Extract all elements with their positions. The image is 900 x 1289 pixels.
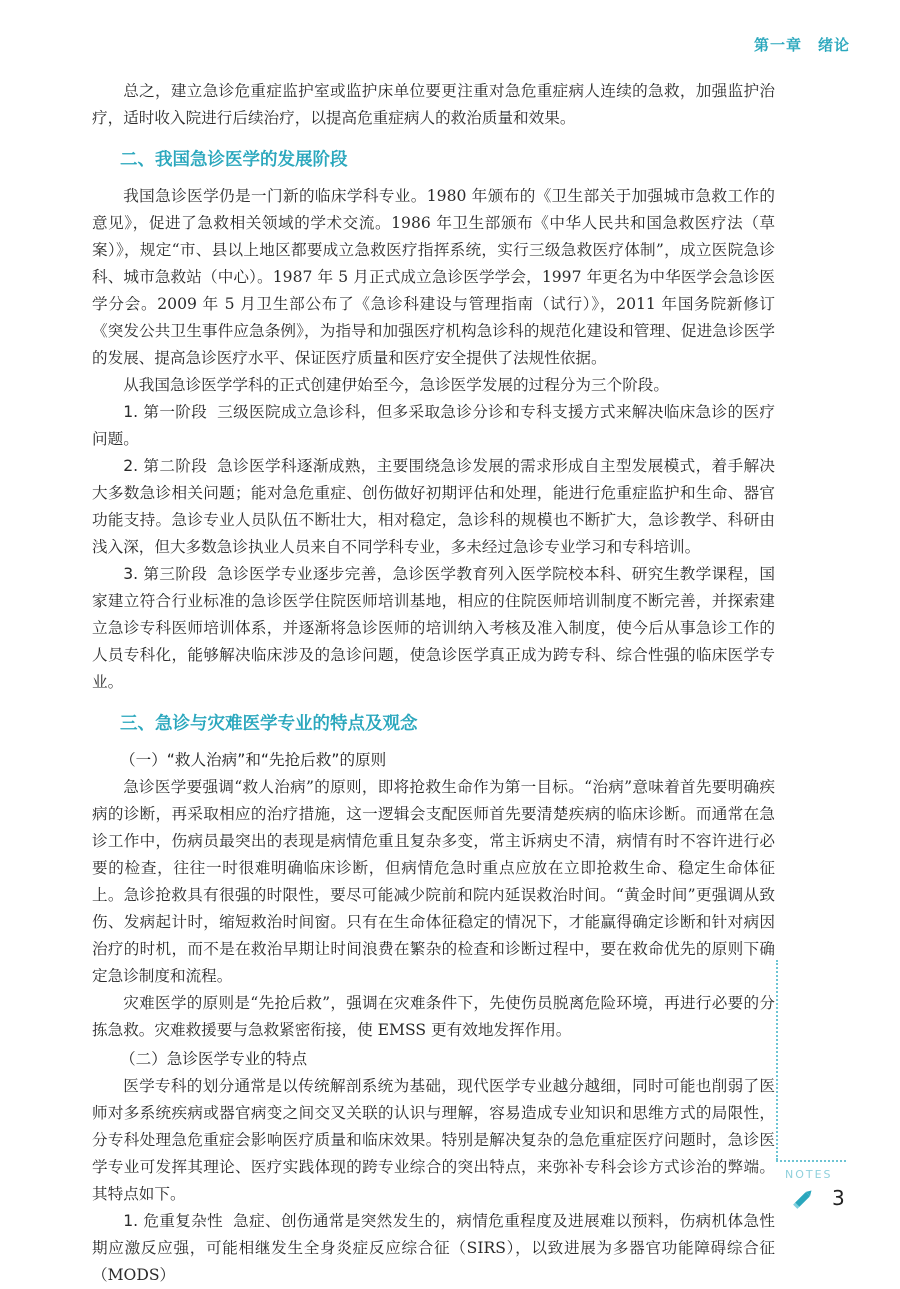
notes-divider-horizontal bbox=[776, 1160, 846, 1162]
stage-2-text: 急诊医学科逐渐成熟，主要围绕急诊发展的需求形成自主型发展模式，着手解决大多数急诊相关问题；能对急危重症、创伤做好初期评估和处理，能进行危重症监护和生命、器官功能支持。急诊专业人员队伍不断壮大，相对稳定，急诊科的规模也不断扩大，急诊教学、科研由浅入深，但大多数急诊执业人员来自不同学科专业，多未经过急诊专业学习和专科培训。 bbox=[92, 457, 775, 556]
paragraph-summary: 总之，建立急诊危重症监护室或监护床单位要更注重对急危重症病人连续的急救，加强监护治疗，适时收入院进行后续治疗，以提高危重症病人的救治质量和效果。 bbox=[92, 82, 775, 127]
paragraph-stage-3 bbox=[92, 561, 775, 696]
paragraph-features: 医学专科的划分通常是以传统解剖系统为基础，现代医学专业越分越细，同时可能也削弱了医师对多系统疾病或器官病变之间交叉关联的认识与理解，容易造成专业知识和思维方式的局限性，分专科处理急危重症会影响医疗质量和临床效果。特别是解决复杂的急危重症医疗问题时，急诊医学专业可发挥其理论、医疗实践体现的跨专业综合的突出特点，来弥补专科会诊方式诊治的弊端。其特点如下。 bbox=[92, 1077, 775, 1203]
heading-specialty-features: 三、急诊与灾难医学专业的特点及观念 bbox=[120, 714, 418, 734]
paragraph-stages-intro: 从我国急诊医学学科的正式创建伊始至今，急诊医学发展的过程分为三个阶段。 bbox=[123, 376, 669, 394]
page-number: 3 bbox=[832, 1186, 845, 1210]
subheading-features: （二）急诊医学专业的特点 bbox=[120, 1050, 308, 1068]
notes-label: NOTES bbox=[785, 1168, 833, 1181]
heading-development-stages: 二、我国急诊医学的发展阶段 bbox=[120, 150, 348, 170]
paragraph-history: 我国急诊医学仍是一门新的临床学科专业。1980 年颁布的《卫生部关于加强城市急救工作的意见》，促进了急救相关领域的学术交流。1986 年卫生部颁布《中华人民共和国急救医疗法（草案）》，规定“市、县以上地区都要成立急救医疗指挥系统，实行三级急救医疗体制”，成立医院急诊科、城市急救站（中心）。1987 年 5 月正式成立急诊医学学会，1997 年更名为中华医学会急诊医学分会。2009 年 5 月卫生部公布了《急诊科建设与管理指南（试行）》，2011 年国务院新修订《突发公共卫生事件应急条例》，为指导和加强医疗机构急诊科的规范化建设和管理、促进急诊医学的发展、提高急诊医疗水平、保证医疗质量和医疗安全提供了法规性依据。 bbox=[92, 187, 775, 367]
notes-divider-vertical bbox=[776, 960, 778, 1160]
paragraph-principle: 急诊医学要强调“救人治病”的原则，即将抢救生命作为第一目标。“治病”意味着首先要明确疾病的诊断，再采取相应的治疗措施，这一逻辑会支配医师首先要清楚疾病的临床诊断。而通常在急诊工作中，伤病员最突出的表现是病情危重且复杂多变，常主诉病史不清，病情有时不容许进行必要的检查，往往一时很难明确临床诊断，但病情危急时重点应放在立即抢救生命、稳定生命体征上。急诊抢救具有很强的时限性，要尽可能减少院前和院内延误救治时间。“黄金时间”更强调从致伤、发病起计时，缩短救治时间窗。只有在生命体征稳定的情况下，才能赢得确定诊断和针对病因治疗的时机，而不是在救治早期让时间浪费在繁杂的检查和诊断过程中，要在救命优先的原则下确定急诊制度和流程。 bbox=[92, 778, 775, 985]
feature-1-label: 1. 危重复杂性 bbox=[123, 1212, 224, 1230]
stage-1-label: 1. 第一阶段 bbox=[123, 403, 208, 421]
chapter-header: 第一章 绪论 bbox=[753, 36, 850, 54]
paragraph-disaster-principle: 灾难医学的原则是“先抢后救”，强调在灾难条件下，先使伤员脱离危险环境，再进行必要的分拣急救。灾难救援要与急救紧密衔接，使 EMSS 更有效地发挥作用。 bbox=[92, 994, 775, 1039]
stage-3-label: 3. 第三阶段 bbox=[123, 565, 208, 583]
paragraph-feature-1 bbox=[92, 1208, 775, 1289]
stage-2-label: 2. 第二阶段 bbox=[123, 457, 208, 475]
pencil-icon bbox=[790, 1186, 816, 1212]
subheading-principle: （一）“救人治病”和“先抢后救”的原则 bbox=[120, 751, 387, 769]
paragraph-stage-1 bbox=[92, 399, 775, 453]
stage-3-text: 急诊医学专业逐步完善，急诊医学教育列入医学院校本科、研究生教学课程，国家建立符合行业标准的急诊医学住院医师培训基地，相应的住院医师培训制度不断完善，并探索建立急诊专科医师培训体系，并逐渐将急诊医师的培训纳入考核及准入制度，使今后从事急诊工作的人员专科化，能够解决临床涉及的急诊问题，使急诊医学真正成为跨专科、综合性强的临床医学专业。 bbox=[92, 565, 775, 691]
stage-1-text: 三级医院成立急诊科，但多采取急诊分诊和专科支援方式来解决临床急诊的医疗问题。 bbox=[92, 403, 775, 448]
page-body bbox=[92, 78, 775, 1289]
paragraph-stage-2 bbox=[92, 453, 775, 561]
feature-1-text: 急症、创伤通常是突然发生的，病情危重程度及进展难以预料，伤病机体急性期应激反应强，可能相继发生全身炎症反应综合征（SIRS），以致进展为多器官功能障碍综合征（MODS） bbox=[92, 1212, 775, 1284]
